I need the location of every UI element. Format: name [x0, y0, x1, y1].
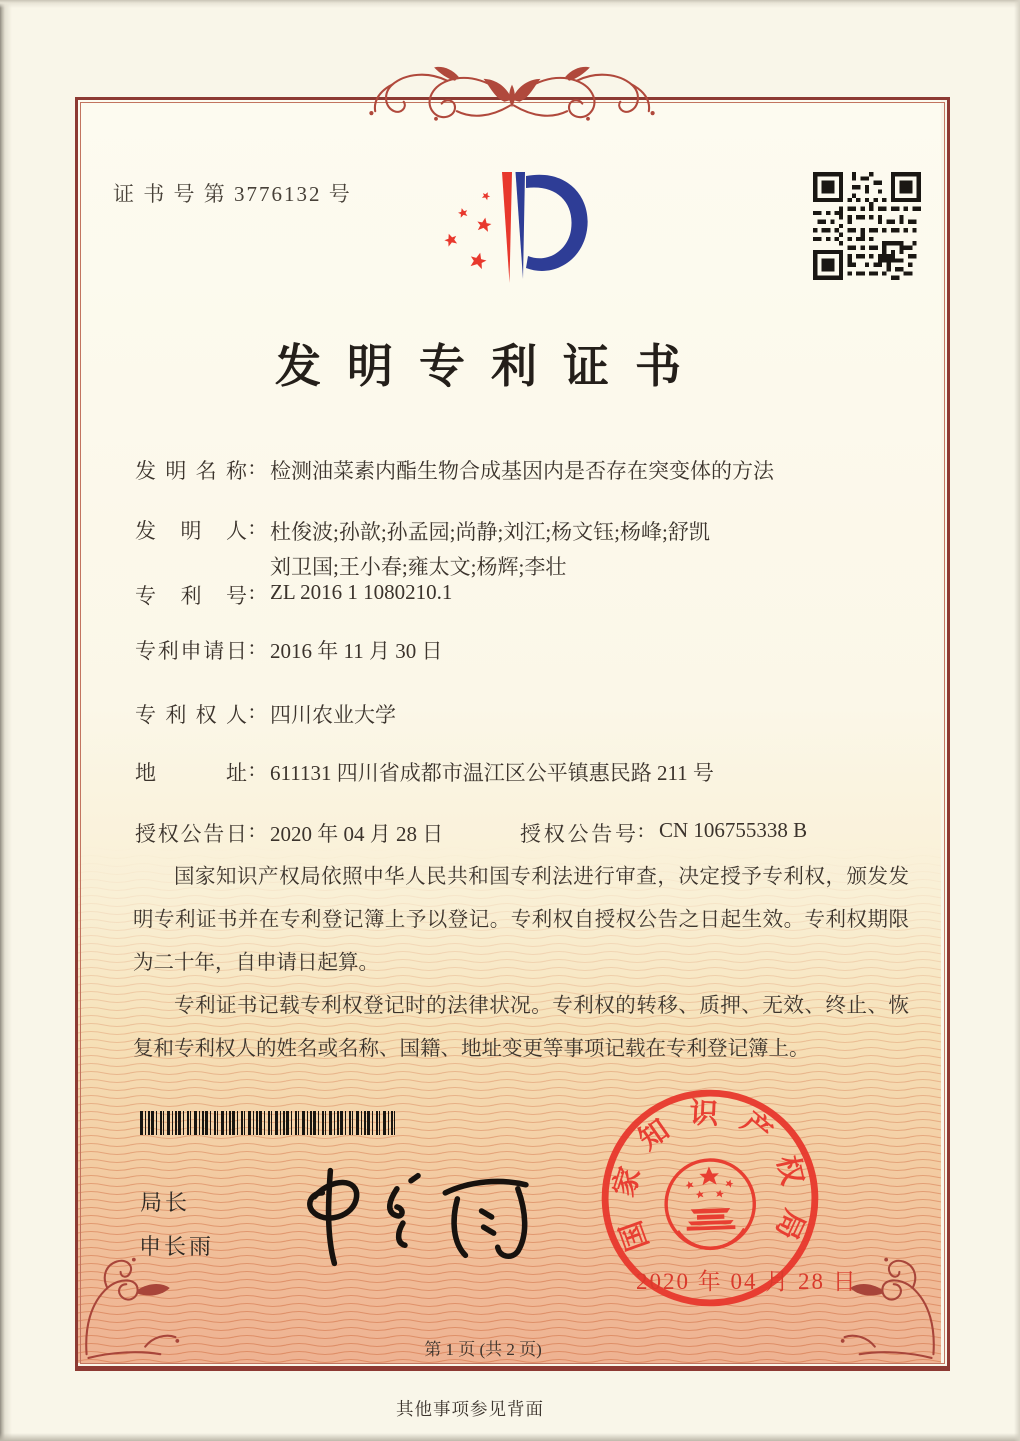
field-colon: : — [249, 515, 255, 539]
officer-name: 申长雨 — [139, 1234, 215, 1259]
scan-edge-top — [0, 0, 1020, 8]
legal-paragraph-2: 专利证书记载专利权登记时的法律状况。专利权的转移、质押、无效、终止、恢复和专利权人的姓名或名称、国籍、地址变更等事项记载在专利登记簿上。 — [133, 995, 909, 1060]
field-invention-name — [135, 455, 920, 485]
inventors-line-1: 杜俊波;孙歆;孙孟园;尚静;刘江;杨文钰;杨峰;舒凯 — [270, 520, 710, 544]
field-value: 检测油菜素内酯生物合成基因内是否存在突变体的方法 — [270, 459, 774, 483]
field-value: 四川农业大学 — [270, 703, 396, 727]
field-label: 发明人 — [135, 519, 247, 543]
field-inventors — [135, 515, 920, 585]
field-value: 2016 年 11 月 30 日 — [270, 639, 443, 663]
field-patent-number — [135, 580, 920, 610]
back-side-note: 其他事项参见背面 — [396, 1399, 544, 1419]
field-label: 专利申请日 — [135, 639, 247, 663]
field-label: 授权公告号 — [520, 822, 636, 846]
field-colon: : — [249, 818, 255, 842]
qr-code-icon — [813, 172, 921, 280]
cnipa-logo-icon — [420, 150, 640, 320]
barcode — [140, 1111, 395, 1135]
field-grant-number — [520, 818, 807, 848]
field-label: 发明名称 — [135, 459, 247, 483]
field-label: 专利号 — [135, 584, 247, 608]
field-colon: : — [249, 699, 255, 723]
scan-edge-bottom — [0, 1433, 1020, 1441]
page-number: 第 1 页 (共 2 页) — [424, 1340, 542, 1359]
bottom-left-corner-flourish — [79, 1247, 183, 1363]
certificate-title: 发明专利证书 — [275, 341, 707, 392]
field-label: 地址 — [135, 761, 247, 785]
officer-title: 局长 — [140, 1190, 191, 1215]
field-label: 专利权人 — [135, 703, 247, 727]
field-value: 611131 四川省成都市温江区公平镇惠民路 211 号 — [270, 761, 714, 785]
field-value: CN 106755338 B — [659, 818, 808, 842]
scan-edge-left — [0, 0, 12, 1441]
certificate-number: 证 书 号 第 3776132 号 — [113, 182, 352, 206]
seal-date: 2020 年 04 月 28 日 — [636, 1269, 858, 1294]
top-scrollwork-ornament — [350, 58, 674, 134]
field-value: ZL 2016 1 1080210.1 — [270, 580, 453, 604]
field-colon: : — [638, 818, 644, 842]
field-colon: : — [249, 757, 255, 781]
field-label: 授权公告日 — [135, 822, 247, 846]
national-emblem-icon — [665, 1158, 756, 1249]
inventors-line-2: 刘卫国;王小春;雍太文;杨辉;李壮 — [270, 555, 567, 579]
field-colon: : — [249, 455, 255, 479]
field-colon: : — [249, 635, 255, 659]
field-patentee — [135, 699, 920, 729]
legal-text-block — [133, 856, 909, 1071]
field-filing-date — [135, 635, 920, 665]
field-address — [135, 757, 920, 787]
seal-ring-text: 国家知识产权局 — [607, 1097, 813, 1263]
field-value: 2020 年 04 月 28 日 — [270, 822, 444, 846]
scan-edge-right — [1014, 0, 1020, 1441]
field-colon: : — [249, 580, 255, 604]
director-signature — [284, 1158, 536, 1270]
legal-paragraph-1: 国家知识产权局依照中华人民共和国专利法进行审查，决定授予专利权，颁发发明专利证书并在专利登记簿上予以登记。专利权自授权公告之日起生效。专利权期限为二十年，自申请日起算。 — [133, 866, 909, 974]
